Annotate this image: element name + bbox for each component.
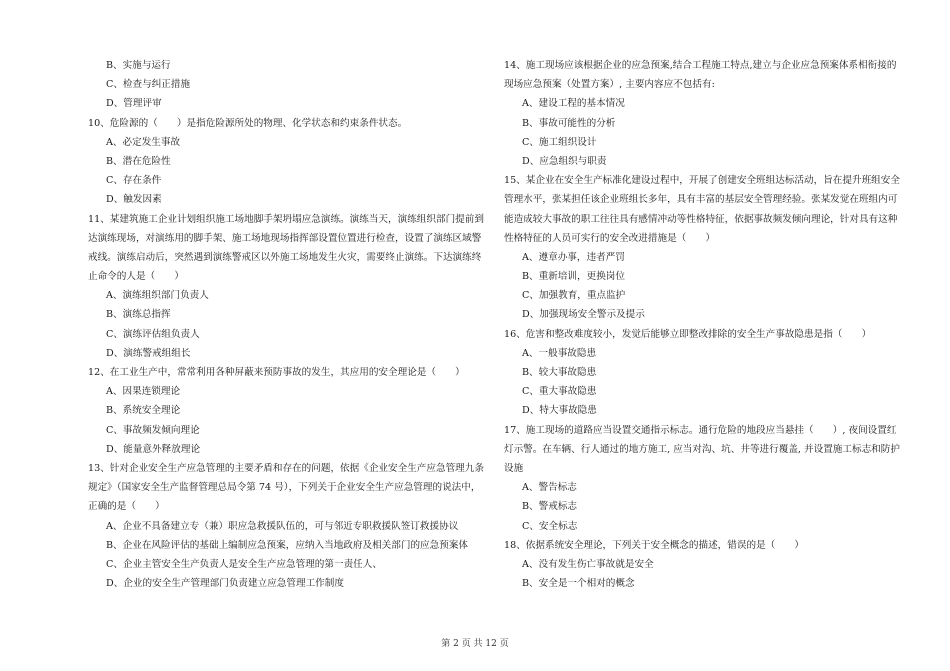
question-text-line: 14、施工现场应该根据企业的应急预案,结合工程施工特点,建立与企业应急预案体系相衔接的 bbox=[504, 60, 897, 71]
answer-option: C、重大事故隐患 bbox=[522, 386, 597, 398]
question-text-line: 11、某建筑施工企业计划组织施工场地脚手架坍塌应急演练。演练当天，演练组织部门提前到 bbox=[88, 213, 484, 225]
answer-option: C、施工组织设计 bbox=[522, 136, 597, 148]
answer-option: C、企业主管安全生产负责人是安全生产应急管理的第一责任人、 bbox=[106, 558, 382, 570]
question-text-line: 18、依据系统安全理论，下列关于安全概念的描述，错误的是（ ） bbox=[504, 539, 805, 551]
right-column bbox=[504, 56, 914, 593]
question-text-line: 16、危害和整改难度较小，发觉后能够立即整改排除的安全生产事故隐患是指（ ） bbox=[504, 328, 872, 340]
question-text-line: 戒线。演练启动后，突然遇到演练警戒区以外施工场地发生火灾，需要终止演练。下达演练终 bbox=[88, 251, 482, 263]
question-text-line: 管理水平，张某担任该企业班组长多年，具有丰富的基层安全管理经验。张某发觉在班组内可 bbox=[504, 194, 898, 206]
question-text-line: 规定》（国家安全生产监督管理总局令第 74 号），下列关于企业安全生产应急管理的说法中， bbox=[88, 482, 481, 494]
answer-option: D、应急组织与职责 bbox=[522, 155, 607, 167]
question-text-line: 达演练现场，对演练用的脚手架、施工场地现场指挥部设置位置进行检查，设置了演练区域警 bbox=[88, 232, 482, 244]
answer-option: D、特大事故隐患 bbox=[522, 405, 597, 417]
question-text-line: 正确的是（ ） bbox=[88, 501, 165, 513]
answer-option: A、遵章办事，违者严罚 bbox=[522, 251, 625, 263]
question-text-line: 性格特征的人员可实行的安全改进措施是（ ） bbox=[504, 232, 716, 244]
left-column bbox=[88, 56, 488, 593]
answer-option: B、实施与运行 bbox=[106, 60, 171, 71]
answer-option: B、警戒标志 bbox=[522, 501, 578, 513]
answer-option: B、事故可能性的分析 bbox=[522, 117, 616, 129]
page-footer: 第 2 页 共 12 页 bbox=[441, 639, 509, 649]
answer-option: D、能量意外释放理论 bbox=[106, 443, 201, 455]
answer-option: A、没有发生伤亡事故就是安全 bbox=[522, 558, 654, 570]
answer-option: C、演练评估组负责人 bbox=[106, 328, 200, 340]
answer-option: B、企业在风险评估的基础上编制应急预案，应纳入当地政府及相关部门的应急预案体 bbox=[106, 539, 469, 551]
answer-option: C、检查与纠正措施 bbox=[106, 79, 191, 91]
answer-option: A、必定发生事故 bbox=[106, 136, 181, 148]
answer-option: C、加强教育，重点监护 bbox=[522, 290, 626, 302]
answer-option: C、安全标志 bbox=[522, 520, 578, 532]
question-text-line: 现场应急预案（处置方案）, 主要内容应不包括有: bbox=[504, 79, 715, 91]
answer-option: B、安全是一个相对的概念 bbox=[522, 578, 635, 590]
question-text-line: 设施 bbox=[504, 462, 524, 474]
question-text-line: 12、在工业生产中，常常利用各种屏蔽来预防事故的发生，其应用的安全理论是（ ） bbox=[88, 367, 465, 378]
answer-option: A、因果连锁理论 bbox=[106, 386, 181, 398]
answer-option: C、事故频发倾向理论 bbox=[106, 424, 200, 436]
answer-option: C、存在条件 bbox=[106, 175, 162, 187]
question-text-line: 17、施工现场的道路应当设置交通指示标志。通行危险的地段应当悬挂（ ）, 夜间设置红 bbox=[504, 424, 897, 436]
answer-option: D、加强现场安全警示及提示 bbox=[522, 309, 645, 321]
question-text-line: 能造成较大事故的职工往往具有感情冲动等性格特征，依据事故频发倾向理论，针对具有这种 bbox=[504, 213, 898, 225]
question-text-line: 15、某企业在安全生产标准化建设过程中，开展了创建安全班组达标活动，旨在提升班组安全 bbox=[504, 175, 900, 187]
question-text-line: 灯示警。在车辆、行人通过的地方施工, 应当对沟、坑、井等进行覆盖, 并设置施工标志和防护 bbox=[504, 443, 900, 455]
answer-option: A、建设工程的基本情况 bbox=[522, 98, 625, 110]
answer-option: A、一般事故隐患 bbox=[522, 347, 597, 359]
answer-option: D、企业的安全生产管理部门负责建立应急管理工作制度 bbox=[106, 578, 344, 590]
answer-option: B、演练总指挥 bbox=[106, 309, 171, 321]
question-text-line: 13、针对企业安全生产应急管理的主要矛盾和存在的问题，依据《企业安全生产应急管理九条 bbox=[88, 462, 484, 474]
answer-option: B、重新培训，更换岗位 bbox=[522, 271, 625, 283]
answer-option: D、演练警戒组组长 bbox=[106, 347, 191, 359]
question-text-line: 10、危险源的（ ）是指危险源所处的物理、化学状态和约束条件状态。 bbox=[88, 117, 408, 129]
answer-option: B、潜在危险性 bbox=[106, 155, 171, 167]
answer-option: B、系统安全理论 bbox=[106, 405, 181, 417]
question-text-line: 止命令的人是（ ） bbox=[88, 271, 184, 283]
answer-option: B、较大事故隐患 bbox=[522, 367, 597, 378]
answer-option: D、触发因素 bbox=[106, 194, 162, 206]
answer-option: A、警告标志 bbox=[522, 482, 577, 494]
answer-option: A、演练组织部门负责人 bbox=[106, 290, 209, 302]
answer-option: D、管理评审 bbox=[106, 98, 162, 110]
answer-option: A、企业不具备建立专（兼）职应急救援队伍的，可与邻近专职救援队签订救援协议 bbox=[106, 520, 459, 532]
